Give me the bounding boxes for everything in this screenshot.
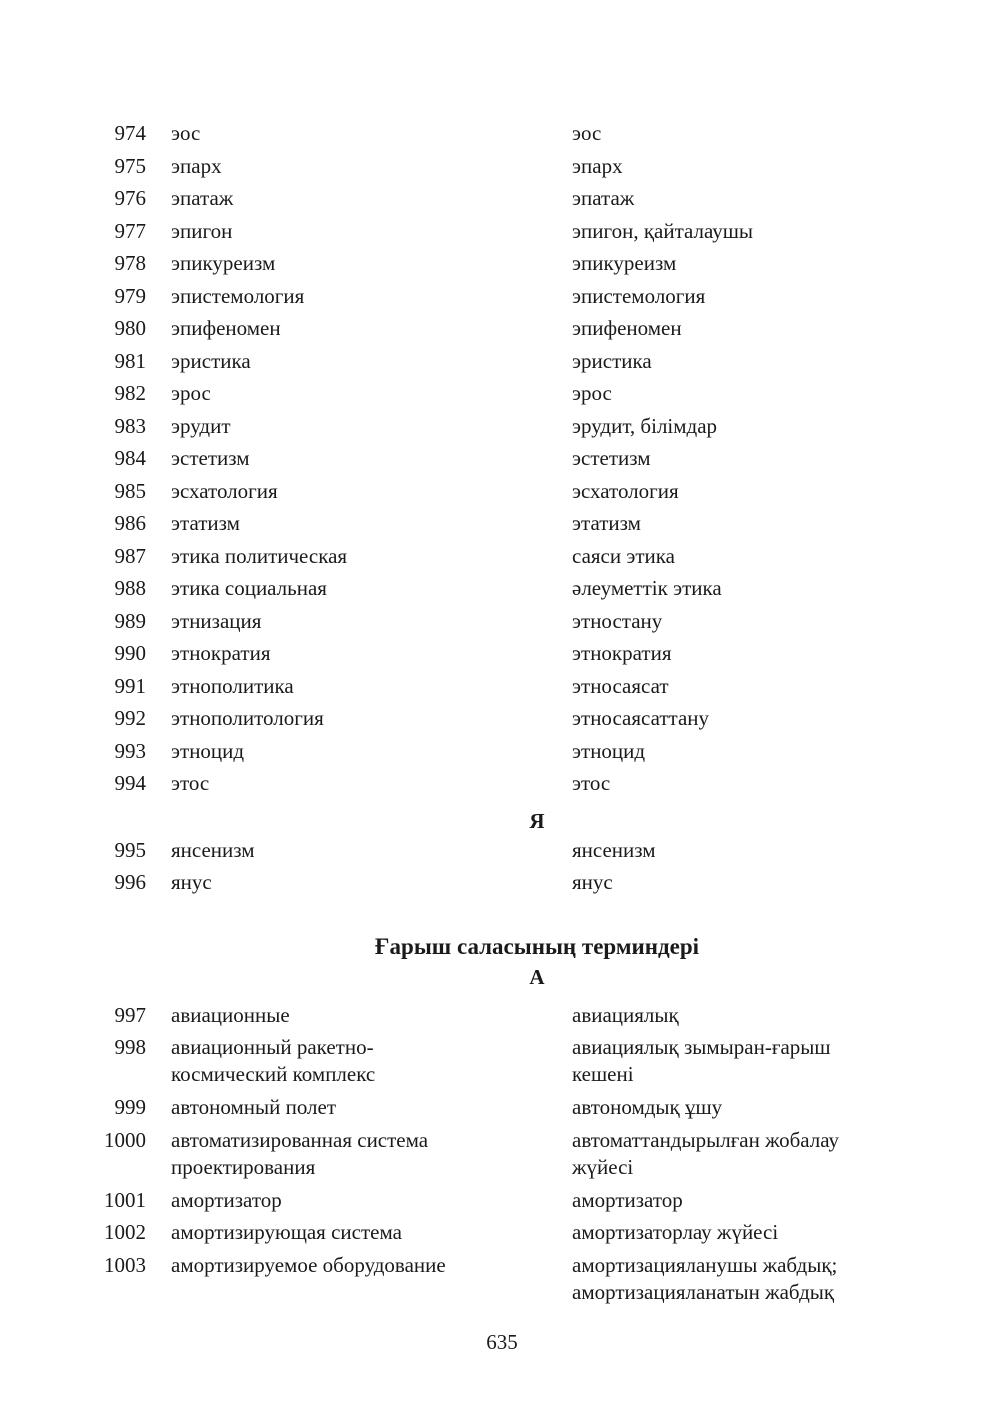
term-kazakh: автономдық ұшу (572, 1095, 723, 1119)
term-row (0, 410, 1004, 443)
term-russian: амортизирующая система (171, 1220, 402, 1244)
term-number: 987 (114, 543, 146, 568)
term-russian: эрос (171, 381, 211, 405)
term-russian: автономный полет (171, 1095, 337, 1119)
term-russian: эпикуреизм (171, 251, 276, 275)
term-row (0, 475, 1004, 508)
term-russian: эристика (171, 348, 251, 373)
term-number: 985 (114, 478, 146, 503)
term-russian: этатизм (171, 511, 240, 535)
term-row (0, 767, 1004, 800)
term-row (0, 182, 1004, 215)
term-russian: этнизация (171, 608, 262, 633)
term-kazakh: әлеуметтік этика (572, 576, 722, 600)
term-number: 975 (114, 153, 146, 178)
term-kazakh: эпарх (572, 153, 623, 178)
term-row (0, 117, 1004, 150)
term-number: 978 (114, 251, 146, 275)
term-row (0, 1184, 1004, 1217)
term-row (0, 735, 1004, 768)
term-kazakh: эпигон, қайталаушы (572, 218, 754, 243)
term-number: 974 (114, 121, 146, 145)
term-kazakh: этатизм (572, 511, 641, 535)
term-kazakh: эристика (572, 348, 652, 373)
term-kazakh: амортизацияланушы жабдық; амортизацияланатын жабдық (572, 1252, 838, 1304)
term-kazakh: авиациялық (572, 1002, 679, 1027)
page-number: 635 (486, 1330, 518, 1354)
term-kazakh: эрудит, білімдар (572, 413, 718, 438)
term-russian: эсхатология (171, 478, 278, 503)
term-number: 976 (114, 186, 146, 210)
term-kazakh: этностану (572, 608, 663, 633)
term-kazakh: эсхатология (572, 478, 679, 503)
term-russian: амортизируемое оборудование (171, 1252, 446, 1277)
term-kazakh: амортизаторлау жүйесі (572, 1220, 779, 1244)
term-kazakh: эпистемология (572, 283, 706, 308)
term-row (0, 572, 1004, 605)
term-number: 993 (114, 738, 146, 763)
term-kazakh: амортизатор (572, 1187, 683, 1212)
term-kazakh: саяси этика (572, 543, 676, 568)
term-russian: янсенизм (171, 837, 255, 862)
term-kazakh: эпатаж (572, 186, 635, 210)
term-row (0, 540, 1004, 573)
term-number: 991 (114, 673, 146, 698)
term-number: 977 (114, 218, 146, 243)
term-row (0, 507, 1004, 540)
term-kazakh: янсенизм (572, 837, 656, 862)
term-group-ya (0, 834, 1004, 899)
term-group-e (0, 117, 1004, 800)
term-number: 989 (114, 608, 146, 633)
term-kazakh: эос (572, 121, 602, 145)
term-number: 999 (114, 1095, 146, 1119)
term-row (0, 1091, 1004, 1124)
term-row (0, 150, 1004, 183)
term-row (0, 312, 1004, 345)
term-row (0, 280, 1004, 313)
term-number: 980 (114, 316, 146, 340)
term-number: 981 (114, 348, 146, 373)
term-row (0, 670, 1004, 703)
term-number: 992 (114, 706, 146, 730)
term-row (0, 215, 1004, 248)
letter-heading-a: А (529, 964, 545, 989)
term-row (0, 637, 1004, 670)
term-row (0, 834, 1004, 867)
term-russian: авиационные (171, 1002, 290, 1027)
term-number: 1002 (104, 1220, 146, 1244)
term-number: 1000 (104, 1127, 146, 1152)
term-number: 996 (114, 870, 146, 894)
term-number: 994 (114, 771, 146, 795)
term-list (0, 117, 1004, 1309)
term-number: 1003 (104, 1252, 146, 1277)
term-number: 988 (114, 576, 146, 600)
term-russian: этика социальная (171, 576, 327, 600)
term-row (0, 377, 1004, 410)
term-number: 990 (114, 641, 146, 665)
term-russian: янус (171, 870, 212, 894)
term-kazakh: эстетизм (572, 446, 651, 470)
term-row (0, 1216, 1004, 1249)
term-russian: этнополитика (171, 673, 294, 698)
term-kazakh: этносаясат (572, 673, 669, 698)
term-russian: этнократия (171, 641, 271, 665)
term-russian: автоматизированная система проектирования (171, 1127, 429, 1179)
term-kazakh: этос (572, 771, 611, 795)
term-number: 979 (114, 283, 146, 308)
term-row (0, 702, 1004, 735)
term-number: 982 (114, 381, 146, 405)
term-number: 995 (114, 837, 146, 862)
term-row (0, 247, 1004, 280)
term-row (0, 866, 1004, 899)
term-number: 998 (114, 1035, 146, 1059)
term-kazakh: эпикуреизм (572, 251, 677, 275)
term-kazakh: янус (572, 870, 613, 894)
term-number: 1001 (104, 1187, 146, 1212)
term-row (0, 1031, 1004, 1091)
term-kazakh: эрос (572, 381, 612, 405)
term-kazakh: этноцид (572, 738, 646, 763)
term-group-a (0, 999, 1004, 1309)
section-title: Ғарыш саласының терминдері (374, 933, 700, 959)
term-number: 984 (114, 446, 146, 470)
term-kazakh: этнократия (572, 641, 672, 665)
term-number: 983 (114, 413, 146, 438)
term-row (0, 345, 1004, 378)
term-row (0, 1124, 1004, 1184)
term-russian: эпифеномен (171, 316, 281, 340)
term-russian: эстетизм (171, 446, 250, 470)
term-number: 986 (114, 511, 146, 535)
term-russian: этнополитология (171, 706, 324, 730)
term-kazakh: эпифеномен (572, 316, 682, 340)
term-russian: эпигон (171, 218, 233, 243)
term-russian: этос (171, 771, 210, 795)
term-russian: эпарх (171, 153, 222, 178)
term-kazakh: авиациялық зымыран-ғарыш кешені (572, 1035, 831, 1086)
term-russian: эпистемология (171, 283, 305, 308)
term-row (0, 605, 1004, 638)
term-russian: этика политическая (171, 543, 348, 568)
term-russian: эпатаж (171, 186, 234, 210)
term-row (0, 999, 1004, 1032)
term-russian: эос (171, 121, 201, 145)
term-kazakh: автоматтандырылған жобалау жүйесі (572, 1127, 840, 1179)
term-russian: этноцид (171, 738, 245, 763)
term-row (0, 1249, 1004, 1309)
letter-heading-ya: Я (529, 808, 545, 833)
term-row (0, 442, 1004, 475)
term-russian: эрудит (171, 413, 231, 438)
term-russian: амортизатор (171, 1187, 282, 1212)
term-kazakh: этносаясаттану (572, 706, 710, 730)
term-number: 997 (114, 1002, 146, 1027)
term-russian: авиационный ракетно- космический комплекс (171, 1035, 376, 1086)
